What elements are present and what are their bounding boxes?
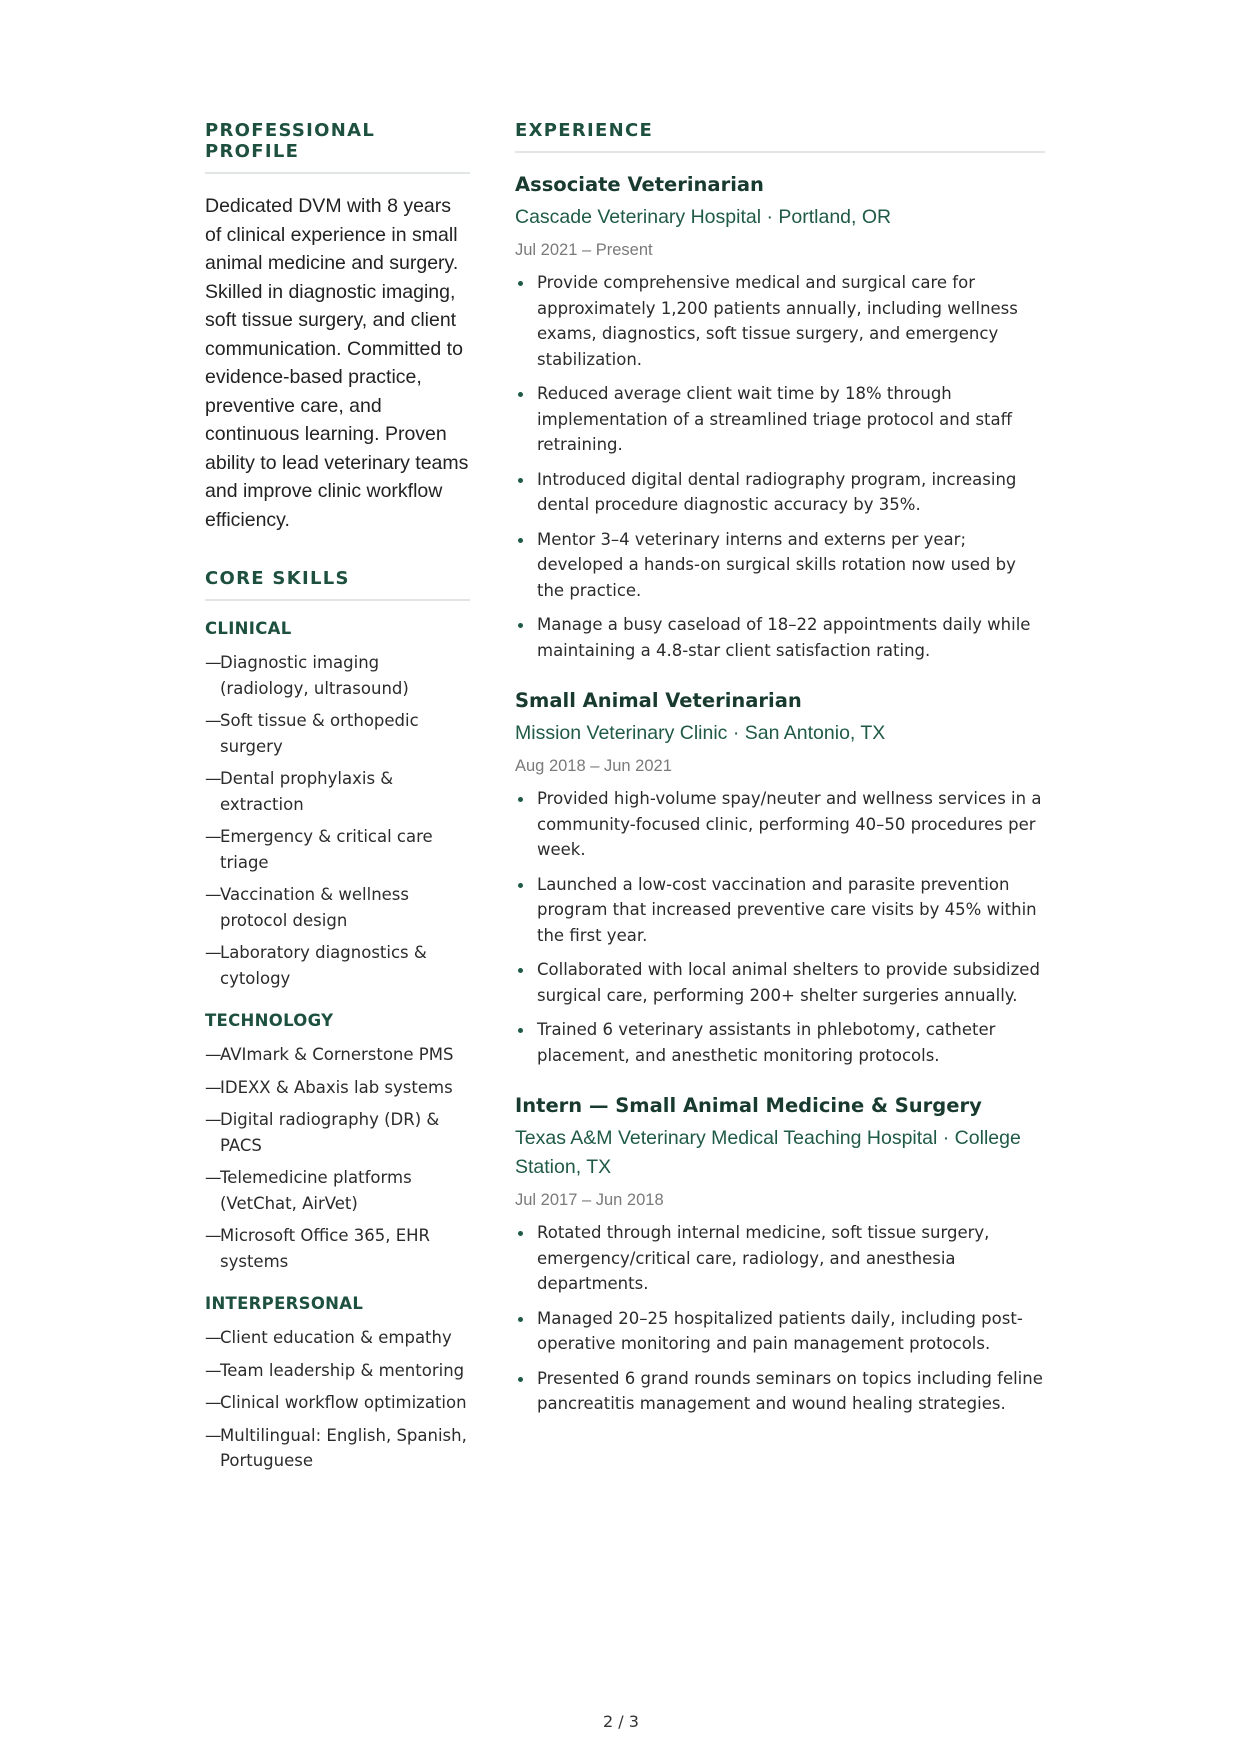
bullet-item: [515, 957, 1045, 1008]
job-entry: [515, 1092, 1045, 1417]
skill-list: [205, 1042, 470, 1274]
dash-marker: —: [205, 1393, 222, 1412]
skill-text: Team leadership & mentoring: [220, 1360, 465, 1380]
skill-text: Dental prophylaxis & extraction: [220, 769, 394, 814]
left-column: [205, 120, 470, 1494]
skills-heading: CORE SKILLS: [205, 568, 470, 601]
skill-group: [205, 1011, 470, 1274]
bullet-text: Rotated through internal medicine, soft tissue surgery, emergency/critical care, radiology, and anesthesia departments.: [537, 1223, 990, 1293]
dash-marker: —: [205, 1045, 222, 1064]
bullet-list: [515, 270, 1045, 663]
experience-section: [515, 120, 1045, 1417]
skill-text: Multilingual: English, Spanish, Portuguese: [220, 1425, 467, 1470]
bullet-list: [515, 1220, 1045, 1417]
bullet-list: [515, 786, 1045, 1068]
dash-marker: —: [205, 827, 222, 846]
skill-item: [205, 1223, 470, 1274]
bullet-text: Mentor 3–4 veterinary interns and externs per year; developed a hands-on surgical skills rotation now used by the practice.: [537, 529, 1016, 600]
bullet-text: Collaborated with local animal shelters to provide subsidized surgical care, performing 200+ shelter surgeries annually.: [537, 960, 1040, 1005]
dash-marker: —: [205, 1077, 222, 1097]
bullet-text: Managed 20–25 hospitalized patients daily, including post-operative monitoring and pain management protocols.: [537, 1308, 1023, 1353]
skill-item: [205, 1042, 470, 1068]
bullet-item: [515, 467, 1045, 518]
bullet-dot-icon: [518, 478, 523, 483]
skill-list: [205, 650, 470, 991]
skill-group-title: INTERPERSONAL: [205, 1294, 364, 1313]
skill-text: Telemedicine platforms (VetChat, AirVet): [220, 1168, 412, 1213]
skill-group-title: CLINICAL: [205, 619, 292, 638]
skill-item: [205, 766, 470, 817]
bullet-text: Launched a low-cost vaccination and parasite prevention program that increased preventive care visits by 45% within the first year.: [537, 874, 1037, 945]
dash-marker: —: [205, 1425, 222, 1445]
profile-heading: PROFESSIONAL PROFILE: [205, 120, 470, 174]
skill-item: [205, 824, 470, 875]
bullet-dot-icon: [518, 968, 523, 973]
skill-text: IDEXX & Abaxis lab systems: [220, 1077, 453, 1097]
right-column: [515, 120, 1045, 1441]
skill-item: [205, 1075, 470, 1101]
skill-item: [205, 882, 470, 933]
skill-groups: [205, 619, 470, 1474]
skill-text: Laboratory diagnostics & cytology: [220, 943, 427, 988]
skill-text: Clinical workflow optimization: [220, 1393, 467, 1412]
bullet-item: [515, 1306, 1045, 1357]
job-organization: Cascade Veterinary Hospital · Portland, OR: [515, 206, 892, 228]
bullet-dot-icon: [518, 392, 523, 397]
job-organization: Texas A&M Veterinary Medical Teaching Hospital · College Station, TX: [515, 1127, 1021, 1178]
profile-section: [205, 120, 470, 534]
dash-marker: —: [205, 711, 222, 730]
bullet-dot-icon: [518, 797, 523, 802]
skill-item: [205, 1390, 470, 1416]
bullet-dot-icon: [518, 538, 523, 543]
skill-text: Emergency & critical care triage: [220, 827, 433, 872]
experience-heading: EXPERIENCE: [515, 120, 1045, 153]
bullet-dot-icon: [518, 1028, 523, 1033]
skill-item: [205, 1423, 470, 1474]
page-number: 2 / 3: [603, 1712, 639, 1731]
bullet-text: Provide comprehensive medical and surgical care for approximately 1,200 patients annually, including wellness exams, diagnostics, soft tissue surgery, and emergency stabilization.: [537, 273, 1018, 369]
bullet-dot-icon: [518, 281, 523, 286]
bullet-dot-icon: [518, 1377, 523, 1382]
skill-text: Client education & empathy: [220, 1328, 452, 1347]
job-organization: Mission Veterinary Clinic · San Antonio, TX: [515, 722, 886, 744]
job-title: Associate Veterinarian: [515, 173, 764, 196]
skill-list: [205, 1325, 470, 1474]
bullet-item: [515, 381, 1045, 458]
bullet-item: [515, 527, 1045, 604]
bullet-text: Reduced average client wait time by 18% through implementation of a streamlined triage protocol and staff retraining.: [537, 384, 1013, 454]
dash-marker: —: [205, 885, 222, 904]
bullet-item: [515, 1017, 1045, 1068]
skill-text: Diagnostic imaging (radiology, ultrasound): [220, 653, 409, 698]
job-entry: [515, 687, 1045, 1068]
skill-group: [205, 619, 470, 991]
dash-marker: —: [205, 653, 222, 672]
skill-group: [205, 1294, 470, 1474]
dash-marker: —: [205, 1110, 222, 1129]
dash-marker: —: [205, 1168, 222, 1187]
skill-text: Vaccination & wellness protocol design: [220, 885, 409, 930]
job-dates: Jul 2017 – Jun 2018: [515, 1191, 664, 1209]
skill-group-title: TECHNOLOGY: [205, 1011, 334, 1030]
bullet-text: Introduced digital dental radiography program, increasing dental procedure diagnostic accuracy by 35%.: [537, 469, 1017, 514]
dash-marker: —: [205, 1360, 222, 1380]
skill-text: Digital radiography (DR) & PACS: [220, 1110, 440, 1155]
bullet-text: Manage a busy caseload of 18–22 appointments daily while maintaining a 4.8-star client satisfaction rating.: [537, 615, 1031, 660]
bullet-item: [515, 1220, 1045, 1297]
skill-text: Soft tissue & orthopedic surgery: [220, 711, 419, 756]
skill-item: [205, 1325, 470, 1351]
job-title: Intern — Small Animal Medicine & Surgery: [515, 1094, 982, 1117]
skill-item: [205, 1358, 470, 1384]
skill-item: [205, 1165, 470, 1216]
bullet-dot-icon: [518, 623, 523, 628]
job-title: Small Animal Veterinarian: [515, 689, 802, 712]
job-dates: Jul 2021 – Present: [515, 241, 653, 259]
bullet-dot-icon: [518, 883, 523, 888]
bullet-dot-icon: [518, 1317, 523, 1322]
bullet-dot-icon: [518, 1231, 523, 1236]
bullet-item: [515, 786, 1045, 863]
skill-text: Microsoft Office 365, EHR systems: [220, 1226, 431, 1271]
skill-item: [205, 650, 470, 701]
dash-marker: —: [205, 769, 222, 788]
bullet-item: [515, 1366, 1045, 1417]
skill-item: [205, 708, 470, 759]
bullet-text: Trained 6 veterinary assistants in phlebotomy, catheter placement, and anesthetic monitoring protocols.: [537, 1020, 996, 1065]
dash-marker: —: [205, 943, 222, 962]
bullet-item: [515, 612, 1045, 663]
skill-text: AVImark & Cornerstone PMS: [220, 1045, 454, 1064]
job-dates: Aug 2018 – Jun 2021: [515, 757, 672, 775]
job-list: [515, 171, 1045, 1417]
dash-marker: —: [205, 1226, 222, 1245]
bullet-item: [515, 270, 1045, 372]
job-entry: [515, 171, 1045, 663]
bullet-item: [515, 872, 1045, 949]
bullet-text: Presented 6 grand rounds seminars on topics including feline pancreatitis management and wound healing strategies.: [537, 1368, 1043, 1413]
bullet-text: Provided high-volume spay/neuter and wellness services in a community-focused clinic, performing 40–50 procedures per week.: [537, 789, 1042, 859]
profile-text: Dedicated DVM with 8 years of clinical experience in small animal medicine and surgery. Skilled in diagnostic imaging, soft tissue surgery, and client communication. Committed to evidence-based practice, preventive care, and continuous learning. Proven ability to lead veterinary teams and improve clinic workflow efficiency.: [205, 195, 469, 531]
dash-marker: —: [205, 1328, 222, 1347]
skill-item: [205, 940, 470, 991]
skill-item: [205, 1107, 470, 1158]
skills-section: [205, 568, 470, 1474]
